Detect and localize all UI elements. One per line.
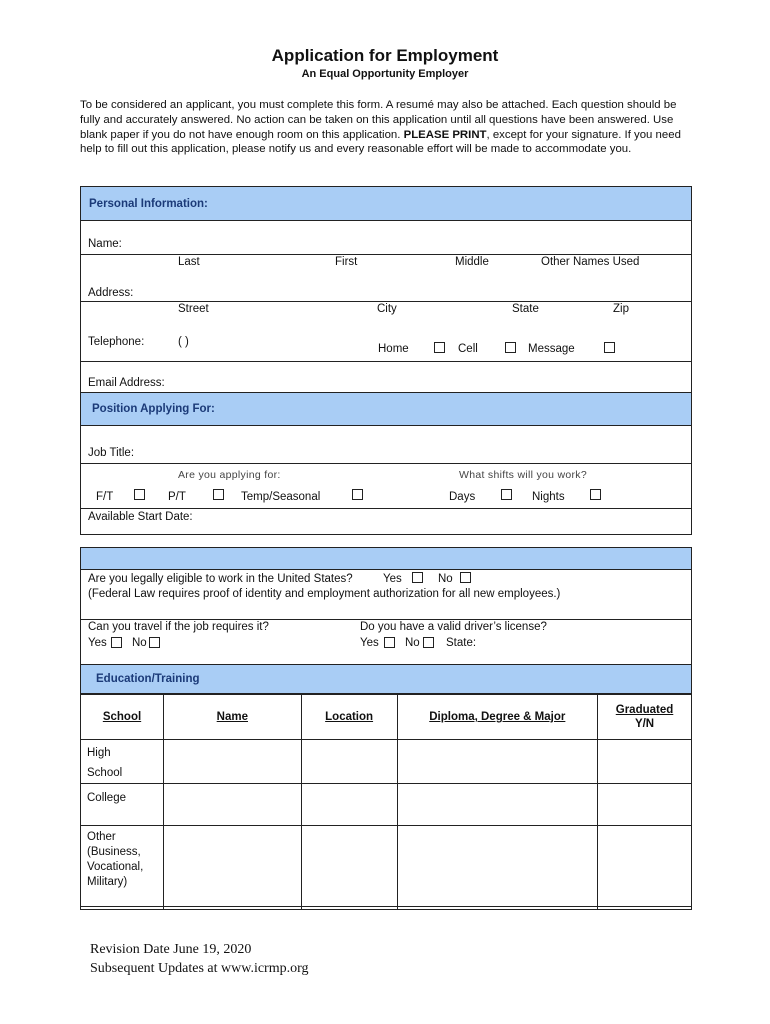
shifts-prompt: What shifts will you work? bbox=[459, 469, 588, 481]
nights-checkbox[interactable] bbox=[590, 489, 601, 500]
pt-label: P/T bbox=[168, 491, 186, 503]
col-location: Location bbox=[301, 695, 397, 740]
col-graduated-label: Graduated bbox=[615, 704, 674, 716]
applying-for-prompt: Are you applying for: bbox=[178, 469, 281, 481]
phone-home-label: Home bbox=[378, 343, 409, 355]
temp-seasonal-label: Temp/Seasonal bbox=[241, 491, 321, 503]
personal-info-header bbox=[80, 186, 692, 221]
travel-no-label: No bbox=[132, 637, 147, 649]
travel-question: Can you travel if the job requires it? bbox=[88, 621, 269, 633]
name-cell[interactable] bbox=[164, 740, 302, 784]
name-other-caption: Other Names Used bbox=[541, 256, 640, 268]
location-cell[interactable] bbox=[301, 740, 397, 784]
eligibility-question: Are you legally eligible to work in the United States? bbox=[88, 573, 353, 585]
days-label: Days bbox=[449, 491, 476, 503]
col-diploma: Diploma, Degree & Major bbox=[397, 695, 598, 740]
table-row bbox=[81, 740, 692, 784]
location-cell[interactable] bbox=[301, 826, 397, 910]
license-no-label: No bbox=[405, 637, 420, 649]
col-school: School bbox=[81, 695, 164, 740]
position-header bbox=[80, 392, 692, 426]
col-graduated bbox=[598, 695, 692, 740]
name-line[interactable] bbox=[81, 254, 691, 255]
diploma-cell[interactable] bbox=[397, 740, 598, 784]
updates-note: Subsequent Updates at www.icrmp.org bbox=[90, 961, 309, 976]
diploma-cell[interactable] bbox=[397, 784, 598, 826]
days-checkbox[interactable] bbox=[501, 489, 512, 500]
diploma-cell[interactable] bbox=[397, 826, 598, 910]
divider bbox=[81, 619, 691, 620]
table-row bbox=[81, 826, 692, 910]
nights-label: Nights bbox=[532, 491, 565, 503]
intro-text: To be considered an applicant, you must complete this form. A resumé may also be attached. Each question should be fully and accurately answered. No action can be taken on this application until all questions have been answered. Use blank paper if you do not have enough room on this application. bbox=[80, 99, 677, 141]
license-yes-checkbox[interactable] bbox=[384, 637, 395, 648]
job-title-label: Job Title: bbox=[88, 447, 135, 459]
page-title: Application for Employment bbox=[271, 46, 499, 65]
graduated-cell[interactable] bbox=[598, 784, 692, 826]
job-title-line[interactable] bbox=[81, 463, 691, 464]
school-college: College bbox=[87, 792, 126, 804]
address-line[interactable] bbox=[81, 301, 691, 302]
ft-label: F/T bbox=[96, 491, 114, 503]
education-table-header bbox=[81, 695, 692, 740]
intro-text-end: , except for your signature. If you need help to fill out this application, please notify us and every reasonable effort will be made to accommodate you. bbox=[80, 128, 681, 156]
location-cell[interactable] bbox=[301, 784, 397, 826]
eligible-yes-label: Yes bbox=[383, 573, 402, 585]
eligible-no-label: No bbox=[438, 573, 453, 585]
address-city-caption: City bbox=[377, 303, 397, 315]
intro-bold: PLEASE PRINT bbox=[403, 128, 487, 141]
education-heading: Education/Training bbox=[96, 673, 200, 685]
col-graduated-sub: Y/N bbox=[634, 718, 655, 730]
phone-cell-label: Cell bbox=[458, 343, 478, 355]
travel-yes-label: Yes bbox=[88, 637, 107, 649]
revision-date: Revision Date June 19, 2020 bbox=[90, 942, 252, 957]
address-street-caption: Street bbox=[178, 303, 209, 315]
eligible-yes-checkbox[interactable] bbox=[412, 572, 423, 583]
position-heading: Position Applying For: bbox=[92, 403, 215, 415]
divider bbox=[81, 508, 691, 509]
address-label: Address: bbox=[88, 287, 134, 299]
graduated-cell[interactable] bbox=[598, 740, 692, 784]
education-header bbox=[80, 664, 692, 694]
name-middle-caption: Middle bbox=[455, 256, 489, 268]
table-row bbox=[81, 784, 692, 826]
school-cell bbox=[81, 826, 164, 910]
travel-no-checkbox[interactable] bbox=[149, 637, 160, 648]
name-cell[interactable] bbox=[164, 784, 302, 826]
name-first-caption: First bbox=[335, 256, 358, 268]
address-state-caption: State bbox=[512, 303, 539, 315]
col-name: Name bbox=[164, 695, 302, 740]
school-cell bbox=[81, 740, 164, 784]
license-question: Do you have a valid driver’s license? bbox=[360, 621, 547, 633]
school-cell bbox=[81, 784, 164, 826]
phone-message-label: Message bbox=[528, 343, 575, 355]
phone-home-checkbox[interactable] bbox=[434, 342, 445, 353]
phone-message-checkbox[interactable] bbox=[604, 342, 615, 353]
name-cell[interactable] bbox=[164, 826, 302, 910]
pt-checkbox[interactable] bbox=[213, 489, 224, 500]
phone-cell-checkbox[interactable] bbox=[505, 342, 516, 353]
eligible-no-checkbox[interactable] bbox=[460, 572, 471, 583]
license-yes-label: Yes bbox=[360, 637, 379, 649]
start-date-label: Available Start Date: bbox=[88, 511, 193, 523]
telephone-area-code[interactable]: ( ) bbox=[178, 336, 189, 348]
email-label: Email Address: bbox=[88, 377, 165, 389]
divider bbox=[81, 361, 691, 362]
education-table bbox=[80, 694, 692, 910]
address-zip-caption: Zip bbox=[613, 303, 629, 315]
school-other: Other (Business, Vocational, Military) bbox=[87, 831, 144, 888]
license-no-checkbox[interactable] bbox=[423, 637, 434, 648]
temp-seasonal-checkbox[interactable] bbox=[352, 489, 363, 500]
personal-info-heading: Personal Information: bbox=[89, 197, 208, 210]
school-high-school: High School bbox=[87, 747, 123, 779]
page-subtitle: An Equal Opportunity Employer bbox=[301, 68, 469, 80]
ft-checkbox[interactable] bbox=[134, 489, 145, 500]
eligibility-header bbox=[80, 547, 692, 570]
license-state-label: State: bbox=[446, 637, 477, 649]
eligibility-note: (Federal Law requires proof of identity and employment authorization for all new employees.) bbox=[88, 588, 561, 600]
intro-paragraph bbox=[80, 98, 692, 157]
travel-yes-checkbox[interactable] bbox=[111, 637, 122, 648]
name-label: Name: bbox=[88, 238, 122, 250]
graduated-cell[interactable] bbox=[598, 826, 692, 910]
name-last-caption: Last bbox=[178, 256, 200, 268]
telephone-label: Telephone: bbox=[88, 336, 145, 348]
